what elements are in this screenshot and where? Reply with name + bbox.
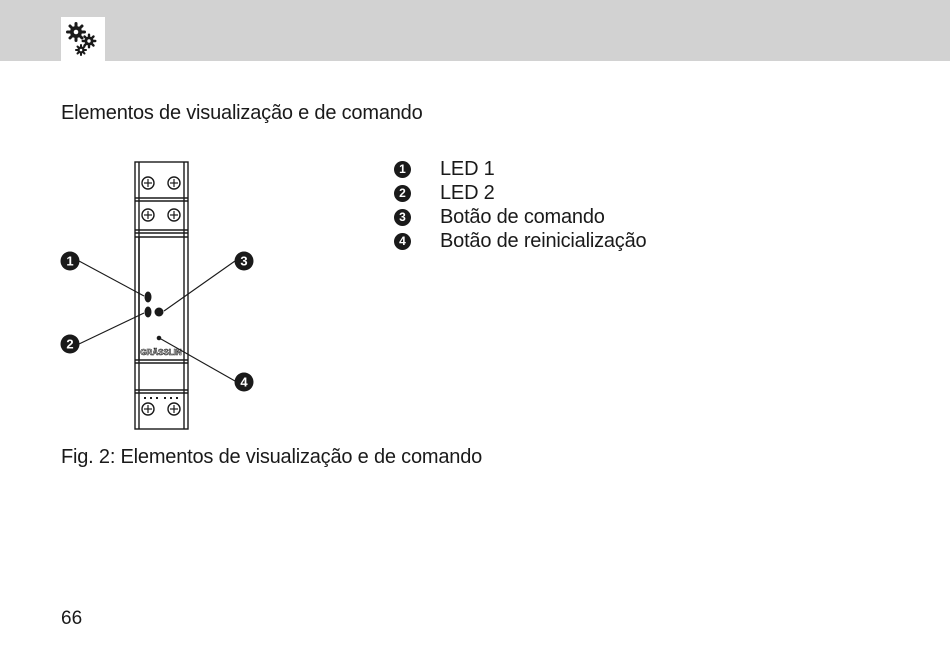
legend-label: LED 2 — [440, 181, 495, 204]
svg-text:1: 1 — [66, 253, 74, 269]
legend-label: Botão de reinicialização — [440, 229, 647, 252]
header-tab-pointer — [76, 60, 90, 69]
legend-label: LED 1 — [440, 157, 495, 180]
legend-label: Botão de comando — [440, 205, 605, 228]
device-figure — [55, 155, 265, 440]
callout-4 — [235, 373, 254, 392]
section-title: Elementos de visualização e de comando — [61, 102, 423, 124]
legend-number: 2 — [394, 185, 411, 202]
figure-caption: Fig. 2: Elementos de visualização e de comando — [61, 446, 483, 468]
callout-3 — [235, 252, 254, 271]
header-band — [0, 0, 950, 61]
command-button — [155, 308, 164, 317]
svg-text:3: 3 — [240, 253, 248, 269]
svg-text:4: 4 — [240, 374, 248, 390]
legend-item-led-2 — [394, 181, 646, 205]
led-1 — [145, 292, 152, 303]
led-2 — [145, 307, 152, 318]
legend-number: 4 — [394, 233, 411, 250]
legend-item-command-button — [394, 205, 646, 229]
page-number: 66 — [61, 608, 83, 629]
header-icon-tab — [61, 17, 105, 61]
legend — [394, 157, 646, 253]
legend-number: 1 — [394, 161, 411, 178]
gears-icon — [61, 17, 105, 61]
reset-button — [157, 336, 162, 341]
legend-number: 3 — [394, 209, 411, 226]
callout-2 — [61, 335, 80, 354]
legend-item-reset-button — [394, 229, 646, 253]
brand-logo: GRÄSSLIN — [140, 348, 182, 357]
legend-item-led-1 — [394, 157, 646, 181]
callout-1 — [61, 252, 80, 271]
svg-text:2: 2 — [66, 336, 74, 352]
